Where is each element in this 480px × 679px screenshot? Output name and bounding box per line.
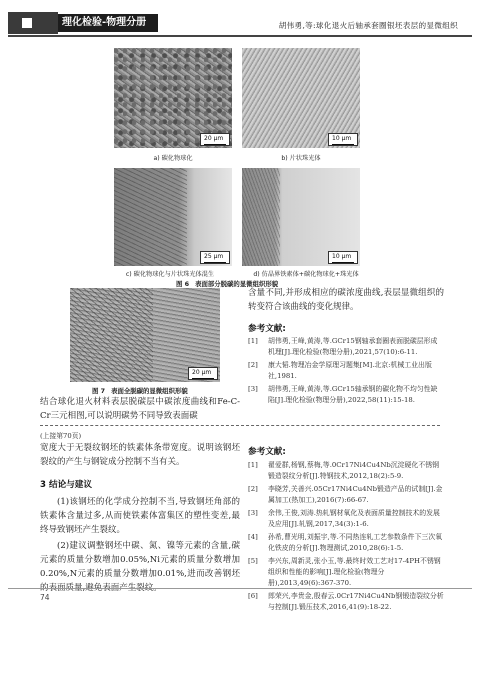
footer-rule: [8, 588, 472, 589]
reference-list: [248, 460, 444, 615]
scale-bar: 20 μm: [188, 367, 218, 381]
continuation-note: (上接第70页): [40, 432, 82, 440]
article-divider: [40, 425, 440, 426]
body-paragraph: 含量不同,并形成相应的碳浓度曲线,表层显微组织的转变符合该曲线的变化规律。: [248, 288, 444, 312]
micrograph-panel-b: [242, 48, 360, 148]
micrograph-figure-7: [70, 288, 220, 382]
conclusion-paragraph: (1)该钢坯的化学成分控制不当,导致钢坯角部的铁素体含量过多,从而使铁素体富集区的塑性变差,最终导致钢坯产生裂纹。: [40, 497, 240, 535]
journal-logo-mark: [8, 12, 58, 34]
micrograph-panel-c: [114, 168, 232, 266]
page-number: 74: [40, 593, 50, 602]
reference-item: [1] 翟爱群,杨钢,蔡梅,等.0Cr17Ni4Cu4Nb沉淀硬化不锈钢锻造裂纹分析[J].特钢技术,2012,18(2):5-9.: [248, 461, 439, 480]
micrograph-panel-a: [114, 48, 232, 148]
references-heading: 参考文献:: [248, 447, 286, 457]
scale-bar: 10 μm: [328, 133, 358, 147]
reference-item: [2] 康大韬.物理冶金学原理习题集[M].北京:机械工业出版社,1981.: [248, 361, 432, 380]
body-paragraph: 结合球化退火材料表层脱碳层中碳浓度曲线和Fe-C-Cr三元相图,可以说明碳势不同导致表面碳: [40, 397, 240, 421]
running-head: 胡伟勇,等:球化退火后轴承套圈银坯表层的显微组织: [278, 21, 458, 30]
journal-logo-text: 理化检验-物理分册: [58, 14, 158, 32]
subcaption-c: c) 碳化物球化与片状珠光体混生: [125, 271, 215, 278]
reference-item: [6] 郎荣兴,李贵金,殷春云.0Cr17Ni4Cu4Nb钢锻造裂纹分析与控制[J].锻压技术,2016,41(9):18-22.: [248, 592, 444, 611]
references-heading: 参考文献:: [248, 324, 286, 334]
reference-item: [1] 胡伟勇,王峰,黄涛,等.GCr15钢轴承套圈表面脱碳层形成机理[J].理化检验(物理分册),2021,57(10):6-11.: [248, 337, 438, 356]
reference-item: [5] 李兴东,周新灵,张小玉,等.最终时效工艺对17-4PH不锈钢组织和性能的影响[J].理化检验(物理分册),2013,49(6):367-370.: [248, 557, 441, 587]
reference-item: [2] 李晓芳,关善兴.05Cr17Ni4Cu4Nb锻造产品的试制[J].金属加工(热加工),2016(7):66-67.: [248, 485, 443, 504]
reference-item: [4] 孙希,曹光明,刘振宇,等.不同热连轧工艺参数条件下三次氧化铁皮的分析[J].物理测试,2010,28(6):1-5.: [248, 533, 443, 552]
conclusion-paragraph: (2)建议调整钢坯中碳、氮、镍等元素的含量,碳元素的质量分数增加0.05%,Ni元素的质量分数增加0.20%,N元素的质量分数增加0.01%,进而改善钢坯的表面质量,避免表面产生裂纹。: [40, 541, 240, 593]
figure-6-caption: 图 6 表面部分脱碳的显微组织形貌: [176, 280, 279, 288]
subcaption-d: d) 仿晶界铁素体+碳化物球化+珠光体: [253, 271, 359, 278]
subcaption-b: b) 片状珠光体: [281, 155, 321, 162]
reference-item: [3] 胡伟勇,王峰,黄涛,等.GCr15轴承钢的碳化物不均匀性缺陷[J].理化检验(物理分册),2022,58(11):15-18.: [248, 385, 438, 404]
section-heading: 3 结论与建议: [40, 480, 92, 490]
scale-bar: 10 μm: [328, 251, 358, 265]
scale-bar: 25 μm: [200, 251, 230, 265]
micrograph-panel-d: [242, 168, 360, 266]
subcaption-a: a) 碳化物球化: [153, 155, 193, 162]
body-paragraph: 宽度大于无裂纹钢坯的铁素体条带宽度。说明该钢坯裂纹的产生与钢锭成分控制不当有关。: [40, 443, 240, 467]
reference-item: [3] 余伟,王俊,刘涛.热轧钢材氧化及表面质量控制技术的发展及应用[J].轧钢,2017,34(3):1-6.: [248, 509, 440, 528]
figure-7-caption: 图 7 表面全脱碳的显微组织形貌: [92, 387, 188, 395]
reference-list: [248, 336, 444, 408]
header-rule: [8, 35, 472, 37]
scale-bar: 20 μm: [200, 133, 230, 147]
